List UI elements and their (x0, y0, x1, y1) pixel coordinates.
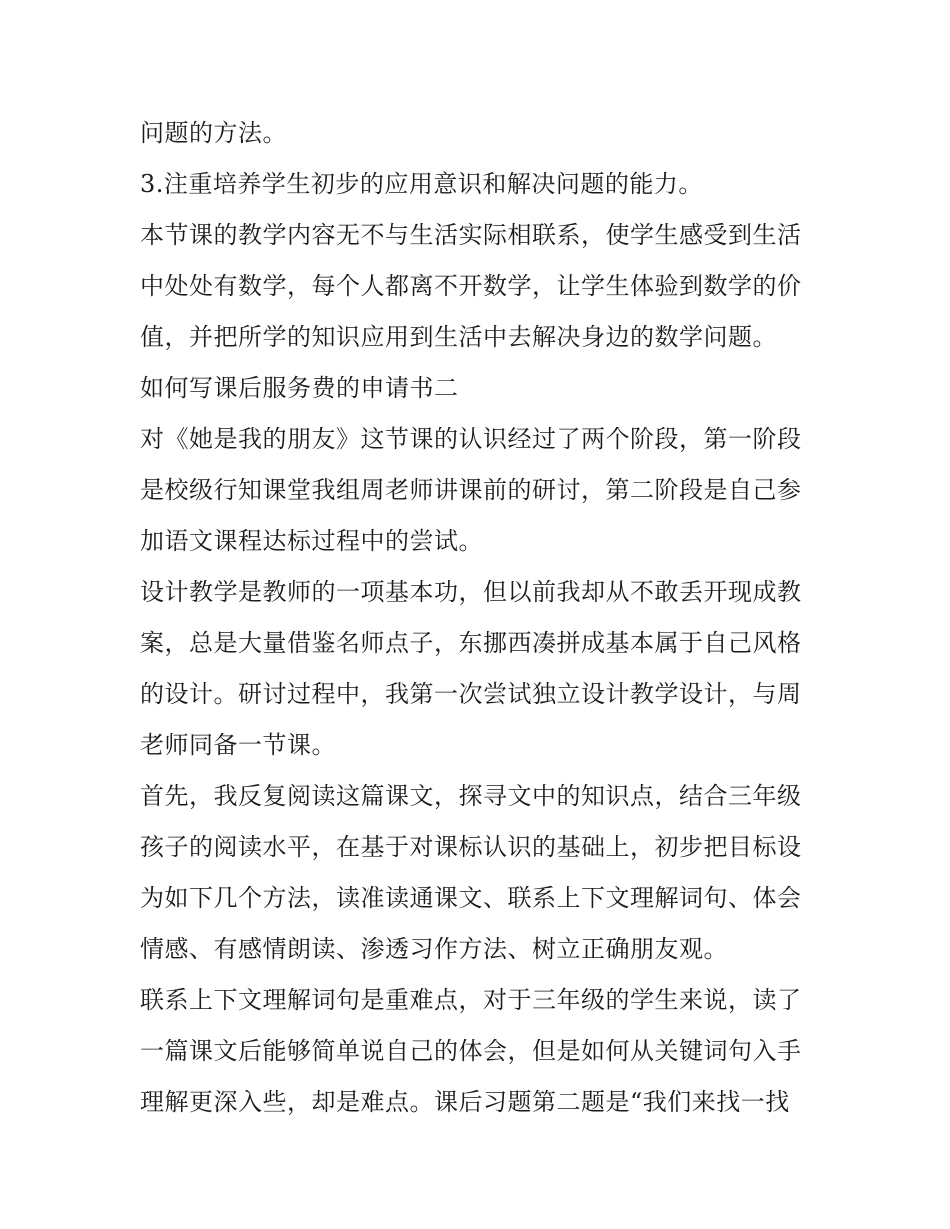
text-line: 老师同备一节课。 (140, 731, 336, 759)
text-line: 理解更深入些，却是难点。课后习题第二题是“我们来找一找 (140, 1088, 790, 1116)
text-line: 值，并把所学的知识应用到生活中去解决身边的数学问题。 (140, 323, 777, 351)
section-heading: 如何写课后服务费的申请书二 (140, 374, 459, 402)
text-line: 加语文课程达标过程中的尝试。 (140, 527, 483, 555)
text-line: 首先，我反复阅读这篇课文，探寻文中的知识点，结合三年级 (140, 782, 802, 810)
text-line: 中处处有数学，每个人都离不开数学，让学生体验到数学的价 (140, 272, 802, 300)
text-line: 情感、有感情朗读、渗透习作方法、树立正确朋友观。 (140, 935, 728, 963)
text-line: 一篇课文后能够简单说自己的体会，但是如何从关键词句入手 (140, 1037, 802, 1065)
text-line: 联系上下文理解词句是重难点，对于三年级的学生来说，读了 (140, 986, 802, 1014)
text-line: 问题的方法。 (140, 119, 287, 147)
text-line: 对《她是我的朋友》这节课的认识经过了两个阶段，第一阶段 (140, 425, 802, 453)
document-body (140, 108, 820, 1128)
text-line: 3.注重培养学生初步的应用意识和解决问题的能力。 (140, 170, 703, 198)
text-line: 案，总是大量借鉴名师点子，东挪西凑拼成基本属于自己风格 (140, 629, 802, 657)
text-line: 本节课的教学内容无不与生活实际相联系，使学生感受到生活 (140, 221, 802, 249)
text-line: 是校级行知课堂我组周老师讲课前的研讨，第二阶段是自己参 (140, 476, 802, 504)
text-line: 设计教学是教师的一项基本功，但以前我却从不敢丢开现成教 (140, 578, 802, 606)
text-line: 的设计。研讨过程中，我第一次尝试独立设计教学设计，与周 (140, 680, 802, 708)
text-line: 孩子的阅读水平，在基于对课标认识的基础上，初步把目标设 (140, 833, 802, 861)
text-line: 为如下几个方法，读准读通课文、联系上下文理解词句、体会 (140, 884, 802, 912)
